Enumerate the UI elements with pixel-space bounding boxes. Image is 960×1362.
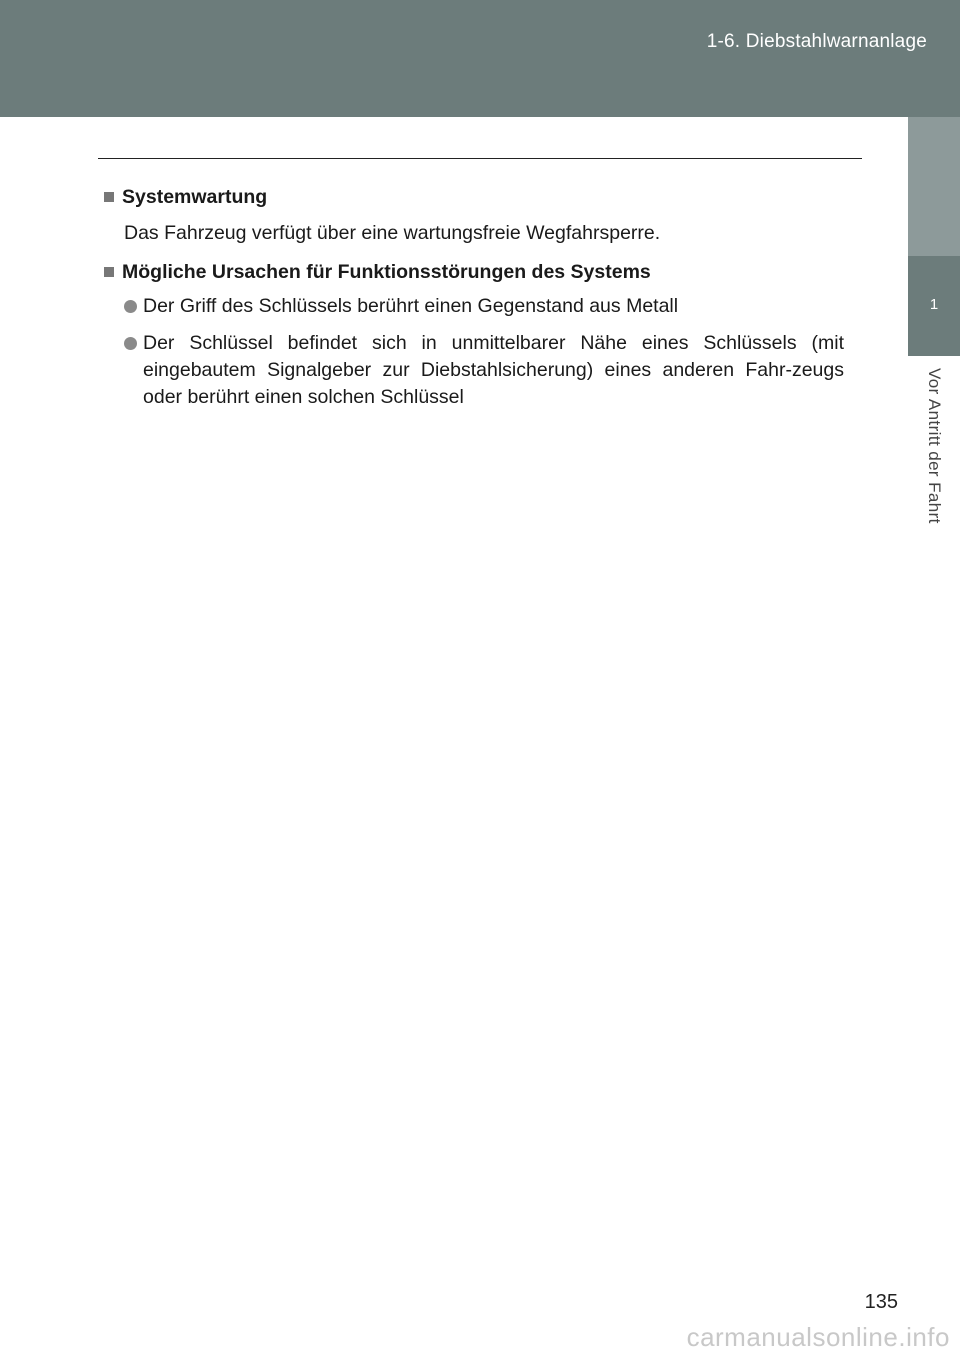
header-band bbox=[0, 0, 960, 117]
circle-bullet-icon bbox=[124, 300, 137, 313]
circle-bullet-icon bbox=[124, 337, 137, 350]
chapter-label: Vor Antritt der Fahrt bbox=[925, 368, 944, 524]
square-bullet-icon bbox=[104, 192, 114, 202]
list-item: Der Griff des Schlüssels berührt einen Gegenstand aus Metall bbox=[124, 293, 844, 320]
section-heading-ursachen: Mögliche Ursachen für Funktionsstörungen des Systems bbox=[104, 255, 844, 289]
chapter-number: 1 bbox=[929, 296, 939, 313]
section-heading-systemwartung: Systemwartung bbox=[104, 180, 844, 214]
list-item: Der Schlüssel befindet sich in unmittelbarer Nähe eines Schlüssels (mit eingebautem Signalgeber zur Diebstahlsicherung) eines anderen Fahr-zeugs oder berührt einen solchen Schlüssel bbox=[124, 330, 844, 411]
header-rule bbox=[98, 158, 862, 159]
page-number: 135 bbox=[864, 1291, 898, 1313]
bullet-list bbox=[124, 293, 844, 411]
section-title: 1-6. Diebstahlwarnanlage bbox=[706, 31, 927, 52]
square-bullet-icon bbox=[104, 267, 114, 277]
paragraph: Das Fahrzeug verfügt über eine wartungsfreie Wegfahrsperre. bbox=[124, 222, 661, 244]
page-content bbox=[104, 180, 844, 421]
side-tab-top bbox=[908, 117, 960, 256]
chapter-tab[interactable] bbox=[908, 256, 960, 356]
watermark: carmanualsonline.info bbox=[686, 1322, 950, 1352]
